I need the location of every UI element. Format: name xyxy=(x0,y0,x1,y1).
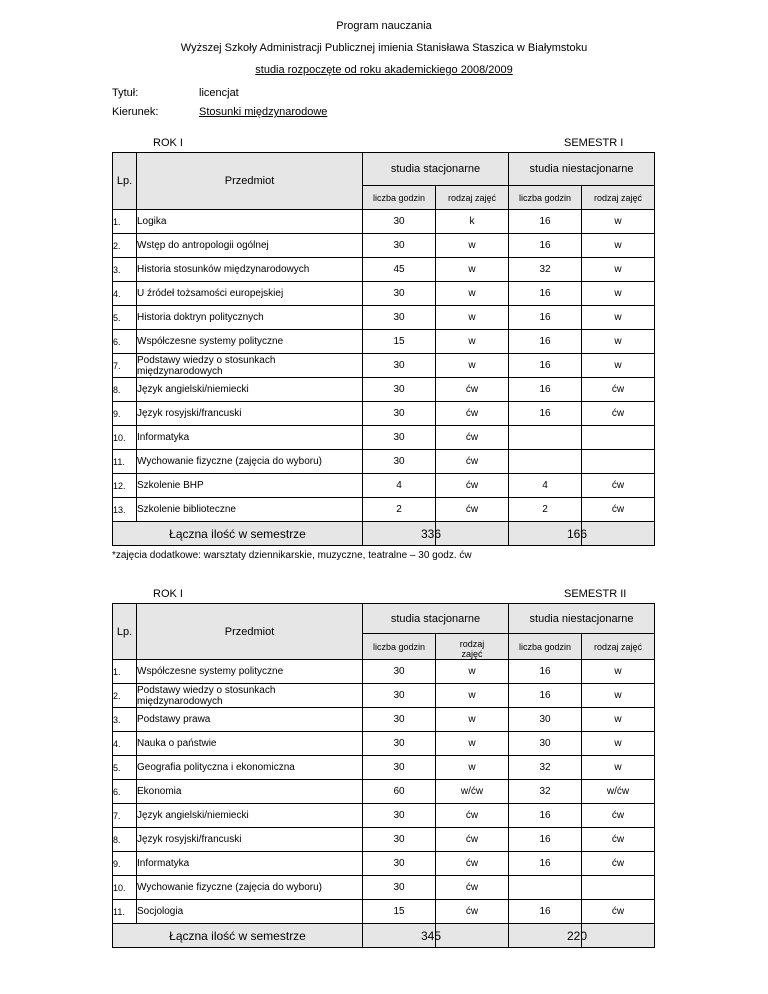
s2-col-stationary: studia stacjonarne xyxy=(363,604,509,634)
s2-nonstationary-hours xyxy=(509,876,582,900)
s2-stationary-type: w xyxy=(436,756,509,780)
s2-total-row xyxy=(113,924,655,948)
study-start-text: studia rozpoczęte od roku akademickiego 2008/2009 xyxy=(255,64,513,76)
s1-col-stat-type: rodzaj zajęć xyxy=(436,186,509,210)
s1-nonstationary-type: w xyxy=(582,210,655,234)
s1-rok-label: ROK I xyxy=(153,137,183,149)
s2-table-row xyxy=(113,660,655,684)
s2-stationary-hours: 30 xyxy=(363,660,436,684)
s1-col-subject: Przedmiot xyxy=(137,153,363,210)
s1-subject-name: Język angielski/niemiecki xyxy=(137,378,363,402)
s1-stationary-hours: 30 xyxy=(363,378,436,402)
s1-table-row xyxy=(113,282,655,306)
s1-nonstationary-type: w xyxy=(582,234,655,258)
s2-row-number: 6. xyxy=(113,780,137,804)
s2-col-stat-type-text: rodzaj zajęć xyxy=(459,638,485,659)
s1-row-number: 8. xyxy=(113,378,137,402)
s1-total-stationary: 336 xyxy=(420,526,441,541)
s2-row-number: 11. xyxy=(113,900,137,924)
semester1-table xyxy=(112,152,655,546)
s1-stationary-hours: 2 xyxy=(363,498,436,522)
s2-subject-name: Podstawy prawa xyxy=(137,708,363,732)
s1-nonstationary-hours: 32 xyxy=(509,258,582,282)
s1-subject-name: Szkolenie BHP xyxy=(137,474,363,498)
s2-row-number: 5. xyxy=(113,756,137,780)
s1-nonstationary-type: ćw xyxy=(582,498,655,522)
s2-row-number: 2. xyxy=(113,684,137,708)
title-label: Tytuł: xyxy=(112,87,139,99)
s1-stationary-type: ćw xyxy=(436,474,509,498)
s1-stationary-type: w xyxy=(436,282,509,306)
s1-stationary-type: w xyxy=(436,306,509,330)
s1-stationary-type: w xyxy=(436,330,509,354)
s1-stationary-hours: 30 xyxy=(363,282,436,306)
s1-stationary-type: w xyxy=(436,234,509,258)
s1-row-number: 13. xyxy=(113,498,137,522)
s1-total-label: Łączna ilość w semestrze xyxy=(113,522,363,546)
s2-stationary-type: w xyxy=(436,732,509,756)
s1-table-row xyxy=(113,330,655,354)
s1-row-number: 3. xyxy=(113,258,137,282)
s1-nonstationary-type xyxy=(582,426,655,450)
s2-nonstationary-hours: 16 xyxy=(509,828,582,852)
s2-subject-name: Socjologia xyxy=(137,900,363,924)
s1-nonstationary-hours: 16 xyxy=(509,402,582,426)
s1-stationary-hours: 30 xyxy=(363,234,436,258)
s2-stationary-hours: 30 xyxy=(363,804,436,828)
s1-col-nonstat-type: rodzaj zajęć xyxy=(582,186,655,210)
s1-subject-name: Szkolenie biblioteczne xyxy=(137,498,363,522)
s1-stationary-hours: 30 xyxy=(363,426,436,450)
s1-nonstationary-hours: 16 xyxy=(509,234,582,258)
s1-stationary-type: ćw xyxy=(436,450,509,474)
s1-table-row xyxy=(113,402,655,426)
s1-subject-name: Podstawy wiedzy o stosunkach międzynarodowych xyxy=(137,354,363,378)
s2-header-row xyxy=(113,604,655,634)
s1-nonstationary-type xyxy=(582,450,655,474)
s2-table-row xyxy=(113,804,655,828)
s2-table-row xyxy=(113,828,655,852)
s2-subject-name: Współczesne systemy polityczne xyxy=(137,660,363,684)
s1-total-nonstat-spacer xyxy=(582,522,655,546)
s2-table-row xyxy=(113,852,655,876)
s2-total-nonstationary: 220 xyxy=(566,928,587,943)
title-value: licencjat xyxy=(199,87,239,99)
s2-stationary-type: w xyxy=(436,684,509,708)
s2-nonstationary-hours: 32 xyxy=(509,756,582,780)
s2-nonstationary-hours: 16 xyxy=(509,804,582,828)
s2-row-number: 1. xyxy=(113,660,137,684)
s1-table-row xyxy=(113,498,655,522)
s1-subject-name: Wychowanie fizyczne (zajęcia do wyboru) xyxy=(137,450,363,474)
s2-row-number: 4. xyxy=(113,732,137,756)
s2-col-stat-type xyxy=(436,634,509,660)
s2-stationary-hours: 30 xyxy=(363,828,436,852)
s2-col-nonstat-hours: liczba godzin xyxy=(509,634,582,660)
s1-row-number: 9. xyxy=(113,402,137,426)
s2-rok-label: ROK I xyxy=(153,588,183,600)
s2-stationary-type: ćw xyxy=(436,900,509,924)
s1-nonstationary-hours xyxy=(509,450,582,474)
s1-subject-name: Logika xyxy=(137,210,363,234)
s2-total-stationary: 345 xyxy=(420,928,441,943)
s2-total-stat-cell xyxy=(363,924,441,948)
s2-col-stat-hours: liczba godzin xyxy=(363,634,436,660)
s2-row-number: 10. xyxy=(113,876,137,900)
s1-subject-name: Język rosyjski/francuski xyxy=(137,402,363,426)
s1-nonstationary-hours: 16 xyxy=(509,378,582,402)
field-value xyxy=(199,106,327,118)
s2-stationary-type: ćw xyxy=(436,852,509,876)
s1-table-row xyxy=(113,426,655,450)
s1-stationary-hours: 45 xyxy=(363,258,436,282)
s1-table-row xyxy=(113,234,655,258)
s1-col-stat-hours: liczba godzin xyxy=(363,186,436,210)
s2-subject-name: Język angielski/niemiecki xyxy=(137,804,363,828)
s1-col-lp: Lp. xyxy=(113,153,137,210)
s1-row-number: 5. xyxy=(113,306,137,330)
s2-nonstationary-type: w xyxy=(582,732,655,756)
s2-stationary-hours: 30 xyxy=(363,708,436,732)
s1-stationary-hours: 30 xyxy=(363,450,436,474)
s1-stationary-hours: 30 xyxy=(363,306,436,330)
s2-nonstationary-hours: 16 xyxy=(509,684,582,708)
field-value-text: Stosunki międzynarodowe xyxy=(199,106,328,118)
s1-stationary-hours: 15 xyxy=(363,330,436,354)
s2-table-row xyxy=(113,684,655,708)
s2-table-row xyxy=(113,780,655,804)
s2-nonstationary-hours: 30 xyxy=(509,708,582,732)
s2-subject-name: Ekonomia xyxy=(137,780,363,804)
s2-row-number: 7. xyxy=(113,804,137,828)
s2-stationary-hours: 60 xyxy=(363,780,436,804)
s1-subject-name: Historia doktryn politycznych xyxy=(137,306,363,330)
s2-table-row xyxy=(113,708,655,732)
s1-table-row xyxy=(113,258,655,282)
s1-table-row xyxy=(113,210,655,234)
s2-stationary-hours: 30 xyxy=(363,756,436,780)
s2-col-nonstationary: studia niestacjonarne xyxy=(509,604,655,634)
s2-total-stat-spacer xyxy=(436,924,509,948)
s2-nonstationary-hours: 32 xyxy=(509,780,582,804)
s1-nonstationary-type: w xyxy=(582,258,655,282)
s2-row-number: 3. xyxy=(113,708,137,732)
s2-subject-name: Podstawy wiedzy o stosunkach międzynarodowych xyxy=(137,684,363,708)
school-name: Wyższej Szkoły Administracji Publicznej imienia Stanisława Staszica w Białymstoku xyxy=(180,42,588,54)
s2-nonstationary-hours: 16 xyxy=(509,900,582,924)
s2-nonstationary-type: ćw xyxy=(582,804,655,828)
s1-nonstationary-type: w xyxy=(582,330,655,354)
s1-subject-name: Wstęp do antropologii ogólnej xyxy=(137,234,363,258)
s2-subject-name: Geografia polityczna i ekonomiczna xyxy=(137,756,363,780)
s2-stationary-type: w xyxy=(436,660,509,684)
s2-nonstationary-type: w/ćw xyxy=(582,780,655,804)
s1-subject-name: Informatyka xyxy=(137,426,363,450)
s1-nonstationary-type: w xyxy=(582,354,655,378)
s1-col-nonstationary: studia niestacjonarne xyxy=(509,153,655,186)
s2-table-row xyxy=(113,876,655,900)
s2-nonstationary-type: w xyxy=(582,756,655,780)
s2-nonstationary-type: ćw xyxy=(582,852,655,876)
s1-nonstationary-hours: 16 xyxy=(509,210,582,234)
s1-row-number: 4. xyxy=(113,282,137,306)
s1-nonstationary-type: ćw xyxy=(582,402,655,426)
s1-total-stat-cell xyxy=(363,522,441,546)
s2-subject-name: Wychowanie fizyczne (zajęcia do wyboru) xyxy=(137,876,363,900)
s2-total-nonstat-spacer xyxy=(582,924,655,948)
s1-row-number: 7. xyxy=(113,354,137,378)
s1-subject-name: Współczesne systemy polityczne xyxy=(137,330,363,354)
s1-nonstationary-type: w xyxy=(582,282,655,306)
document-title: Program nauczania xyxy=(336,20,432,32)
s1-nonstationary-hours: 16 xyxy=(509,330,582,354)
s1-nonstationary-hours: 4 xyxy=(509,474,582,498)
s2-stationary-hours: 30 xyxy=(363,852,436,876)
s2-subject-name: Nauka o państwie xyxy=(137,732,363,756)
s2-stationary-type: ćw xyxy=(436,804,509,828)
s2-nonstationary-hours: 16 xyxy=(509,852,582,876)
s1-table-row xyxy=(113,306,655,330)
s2-stationary-hours: 30 xyxy=(363,732,436,756)
s2-total-label: Łączna ilość w semestrze xyxy=(113,924,363,948)
s1-stationary-hours: 30 xyxy=(363,210,436,234)
s2-table-row xyxy=(113,900,655,924)
s1-total-stat-spacer xyxy=(436,522,509,546)
s2-stationary-type: ćw xyxy=(436,876,509,900)
s1-nonstationary-hours: 16 xyxy=(509,282,582,306)
s2-row-number: 8. xyxy=(113,828,137,852)
s2-nonstationary-type: w xyxy=(582,660,655,684)
s2-table-row xyxy=(113,756,655,780)
s1-nonstationary-hours: 16 xyxy=(509,354,582,378)
s1-row-number: 6. xyxy=(113,330,137,354)
s1-stationary-type: w xyxy=(436,258,509,282)
s2-semester-label: SEMESTR II xyxy=(564,588,627,600)
s2-stationary-hours: 30 xyxy=(363,684,436,708)
s1-row-number: 1. xyxy=(113,210,137,234)
s1-col-nonstat-hours: liczba godzin xyxy=(509,186,582,210)
s2-stationary-hours: 30 xyxy=(363,876,436,900)
s2-table-row xyxy=(113,732,655,756)
s1-stationary-type: w xyxy=(436,354,509,378)
s1-nonstationary-hours: 16 xyxy=(509,306,582,330)
s1-stationary-type: ćw xyxy=(436,426,509,450)
s1-subject-name: Historia stosunków międzynarodowych xyxy=(137,258,363,282)
s2-col-subject: Przedmiot xyxy=(137,604,363,660)
s1-stationary-type: ćw xyxy=(436,378,509,402)
s1-nonstationary-type: ćw xyxy=(582,378,655,402)
s1-table-row xyxy=(113,354,655,378)
s2-stationary-type: ćw xyxy=(436,828,509,852)
s2-stationary-hours: 15 xyxy=(363,900,436,924)
s2-nonstationary-hours: 16 xyxy=(509,660,582,684)
s1-nonstationary-type: w xyxy=(582,306,655,330)
s1-stationary-type: ćw xyxy=(436,402,509,426)
s1-nonstationary-type: ćw xyxy=(582,474,655,498)
s2-subject-name: Informatyka xyxy=(137,852,363,876)
s1-col-stationary: studia stacjonarne xyxy=(363,153,509,186)
s1-header-row xyxy=(113,153,655,186)
s1-total-row xyxy=(113,522,655,546)
s2-row-number: 9. xyxy=(113,852,137,876)
s2-col-nonstat-type: rodzaj zajęć xyxy=(582,634,655,660)
study-start xyxy=(0,64,768,76)
s1-row-number: 12. xyxy=(113,474,137,498)
s1-note: *zajęcia dodatkowe: warsztaty dziennikarskie, muzyczne, teatralne – 30 godz. ćw xyxy=(112,550,472,561)
s2-nonstationary-type xyxy=(582,876,655,900)
field-label: Kierunek: xyxy=(112,106,159,118)
s1-table-row xyxy=(113,378,655,402)
s2-stationary-type: w xyxy=(436,708,509,732)
s1-stationary-hours: 4 xyxy=(363,474,436,498)
s1-nonstationary-hours xyxy=(509,426,582,450)
s1-total-nonstationary: 166 xyxy=(566,526,587,541)
s1-row-number: 11. xyxy=(113,450,137,474)
s2-nonstationary-type: w xyxy=(582,708,655,732)
s2-nonstationary-hours: 30 xyxy=(509,732,582,756)
s1-semester-label: SEMESTR I xyxy=(564,137,624,149)
s2-subject-name: Język rosyjski/francuski xyxy=(137,828,363,852)
s2-nonstationary-type: ćw xyxy=(582,828,655,852)
s1-table-row xyxy=(113,450,655,474)
s2-nonstationary-type: w xyxy=(582,684,655,708)
s2-col-lp: Lp. xyxy=(113,604,137,660)
s1-stationary-type: ćw xyxy=(436,498,509,522)
s1-row-number: 2. xyxy=(113,234,137,258)
s1-subject-name: U źródeł tożsamości europejskiej xyxy=(137,282,363,306)
s1-table-row xyxy=(113,474,655,498)
s2-stationary-type: w/ćw xyxy=(436,780,509,804)
s1-total-nonstat-cell xyxy=(509,522,587,546)
s2-nonstationary-type: ćw xyxy=(582,900,655,924)
semester2-table xyxy=(112,603,655,948)
s2-total-nonstat-cell xyxy=(509,924,587,948)
s1-nonstationary-hours: 2 xyxy=(509,498,582,522)
s1-stationary-hours: 30 xyxy=(363,354,436,378)
s1-row-number: 10. xyxy=(113,426,137,450)
s1-stationary-hours: 30 xyxy=(363,402,436,426)
s1-stationary-type: k xyxy=(436,210,509,234)
